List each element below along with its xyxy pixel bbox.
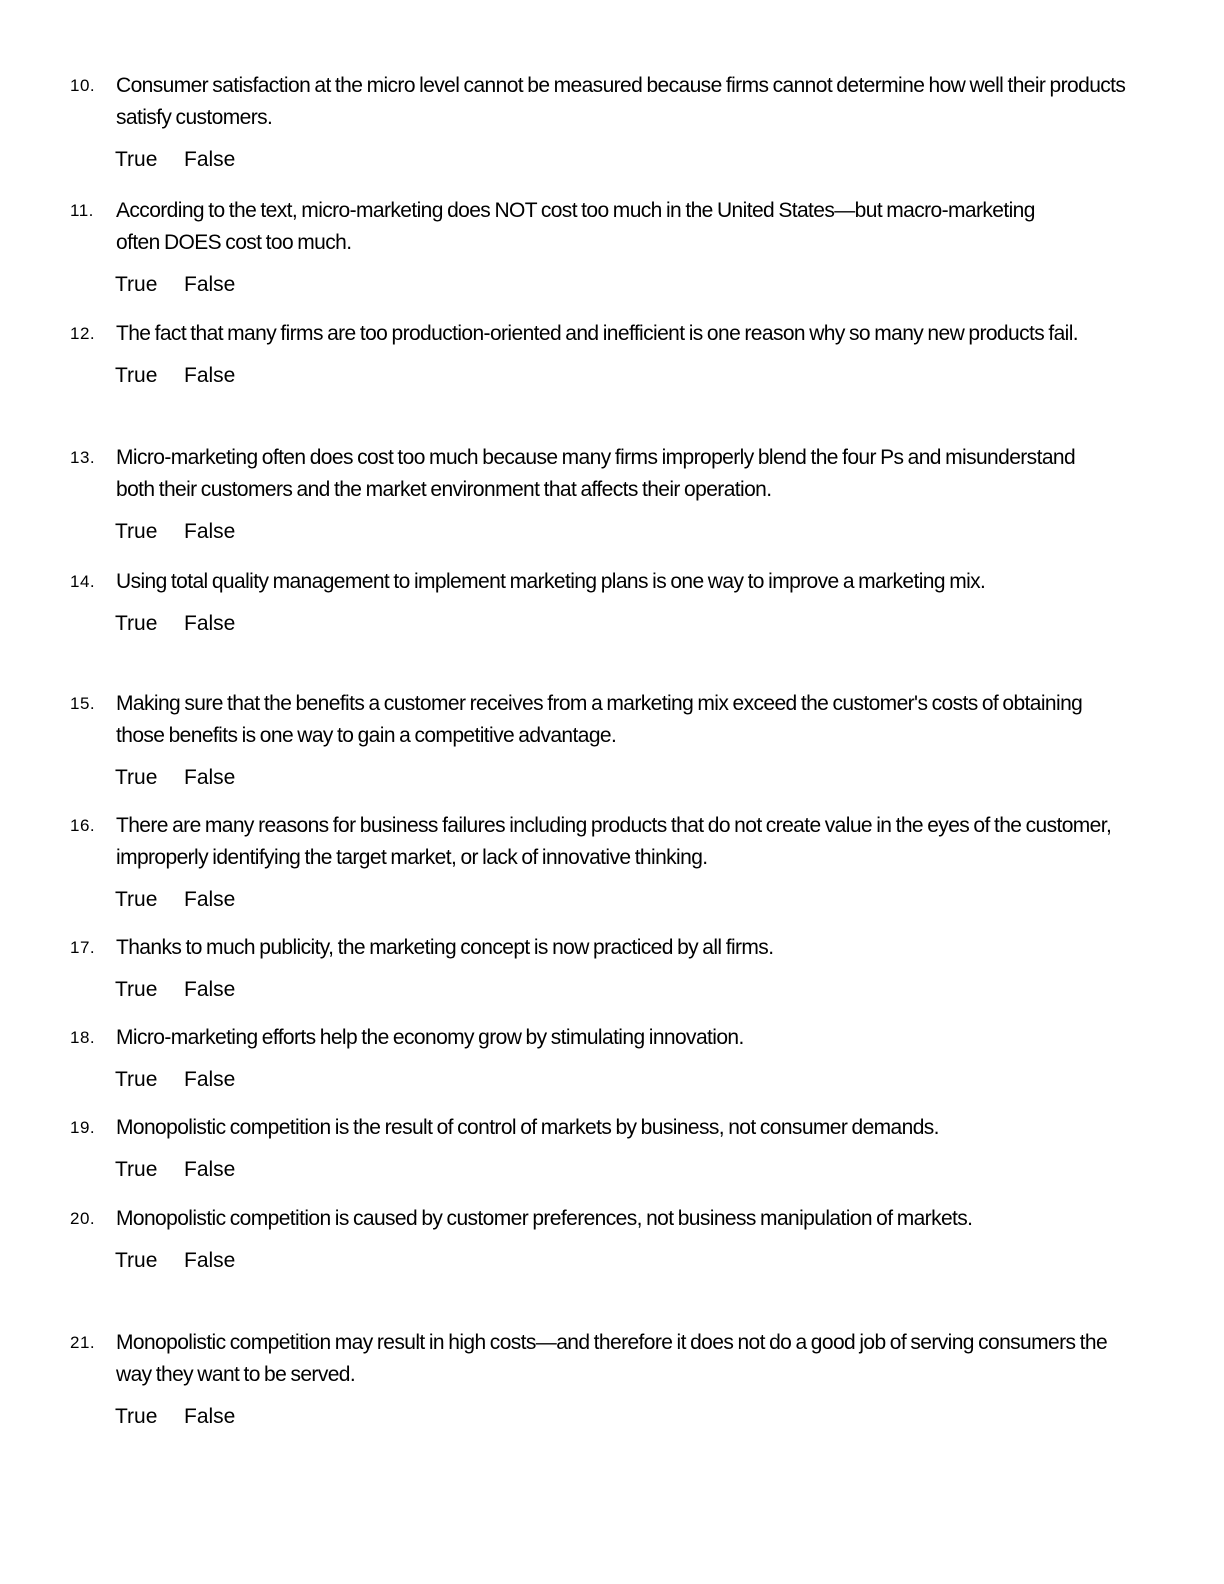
answer-options [70,363,1150,389]
question-number: 11. [70,201,94,220]
question-10 [70,70,1150,173]
question-stem [70,1203,1046,1235]
true-option[interactable]: True [115,978,158,1001]
question-number: 17. [70,938,96,957]
false-option[interactable]: False [184,978,236,1001]
question-text: The fact that many firms are too production-oriented and inefficient is one reason why so many new products fail. [116,322,1079,345]
true-option[interactable]: True [115,520,158,543]
question-stem [70,1327,1116,1391]
question-text: Consumer satisfaction at the micro level cannot be measured because firms cannot determine how well their products satisfy customers. [116,74,1126,129]
false-option[interactable]: False [184,766,236,789]
question-number: 21. [70,1333,96,1352]
question-21 [70,1327,1150,1430]
false-option[interactable]: False [184,1068,236,1091]
answer-options [70,611,1150,637]
question-text: Monopolistic competition is caused by customer preferences, not business manipulation of markets. [116,1207,973,1230]
question-text: Using total quality management to implement marketing plans is one way to improve a marketing mix. [116,570,986,593]
false-option[interactable]: False [184,1158,236,1181]
question-20 [70,1203,1150,1274]
question-number: 13. [70,448,96,467]
question-18 [70,1022,1150,1093]
answer-options [70,519,1150,545]
question-17 [70,932,1150,1003]
question-stem [70,442,1091,506]
question-stem [70,195,1076,259]
question-stem [70,70,1146,134]
question-stem [70,318,1106,350]
question-number: 15. [70,694,96,713]
answer-options [70,272,1150,298]
answer-options [70,1157,1150,1183]
question-text: Making sure that the benefits a customer receives from a marketing mix exceed the customer's costs of obtaining those benefits is one way to gain a competitive advantage. [116,692,1083,747]
question-stem [70,1022,1146,1054]
true-option[interactable]: True [115,766,158,789]
true-option[interactable]: True [115,364,158,387]
question-text: There are many reasons for business failures including products that do not create value in the eyes of the customer, improperly identifying the target market, or lack of innovative thinking. [116,814,1112,869]
true-option[interactable]: True [115,148,158,171]
question-text: Micro-marketing often does cost too much because many firms improperly blend the four Ps and misunderstand both their customers and the market environment that affects their operation. [116,446,1076,501]
false-option[interactable]: False [184,1405,236,1428]
question-13 [70,442,1150,545]
false-option[interactable]: False [184,364,236,387]
question-19 [70,1112,1150,1183]
question-text: Thanks to much publicity, the marketing concept is now practiced by all firms. [116,936,774,959]
question-16 [70,810,1150,913]
question-stem [70,810,1191,874]
false-option[interactable]: False [184,612,236,635]
question-stem [70,566,1176,598]
true-option[interactable]: True [115,1158,158,1181]
question-number: 10. [70,76,96,95]
question-text: Monopolistic competition may result in high costs—and therefore it does not do a good job of serving consumers the way they want to be served. [116,1331,1108,1386]
false-option[interactable]: False [184,520,236,543]
question-text: According to the text, micro-marketing does NOT cost too much in the United States—but macro-marketing often DOES cost too much. [116,199,1035,254]
true-option[interactable]: True [115,888,158,911]
question-text: Monopolistic competition is the result of control of markets by business, not consumer demands. [116,1116,939,1139]
true-option[interactable]: True [115,1068,158,1091]
answer-options [70,1248,1150,1274]
answer-options [70,977,1150,1003]
answer-options [70,1067,1150,1093]
false-option[interactable]: False [184,273,236,296]
question-number: 19. [70,1118,96,1137]
answer-options [70,765,1150,791]
question-11 [70,195,1150,298]
question-number: 16. [70,816,96,835]
question-14 [70,566,1150,637]
true-option[interactable]: True [115,1249,158,1272]
question-12 [70,318,1150,389]
answer-options [70,1404,1150,1430]
false-option[interactable]: False [184,1249,236,1272]
answer-options [70,147,1150,173]
question-number: 14. [70,572,96,591]
true-option[interactable]: True [115,612,158,635]
question-text: Micro-marketing efforts help the economy grow by stimulating innovation. [116,1026,744,1049]
true-option[interactable]: True [115,273,158,296]
question-stem [70,932,1146,964]
question-15 [70,688,1150,791]
question-number: 12. [70,324,96,343]
question-number: 18. [70,1028,96,1047]
true-option[interactable]: True [115,1405,158,1428]
question-stem [70,1112,1176,1144]
question-number: 20. [70,1209,96,1228]
false-option[interactable]: False [184,148,236,171]
false-option[interactable]: False [184,888,236,911]
question-stem [70,688,1126,752]
answer-options [70,887,1150,913]
